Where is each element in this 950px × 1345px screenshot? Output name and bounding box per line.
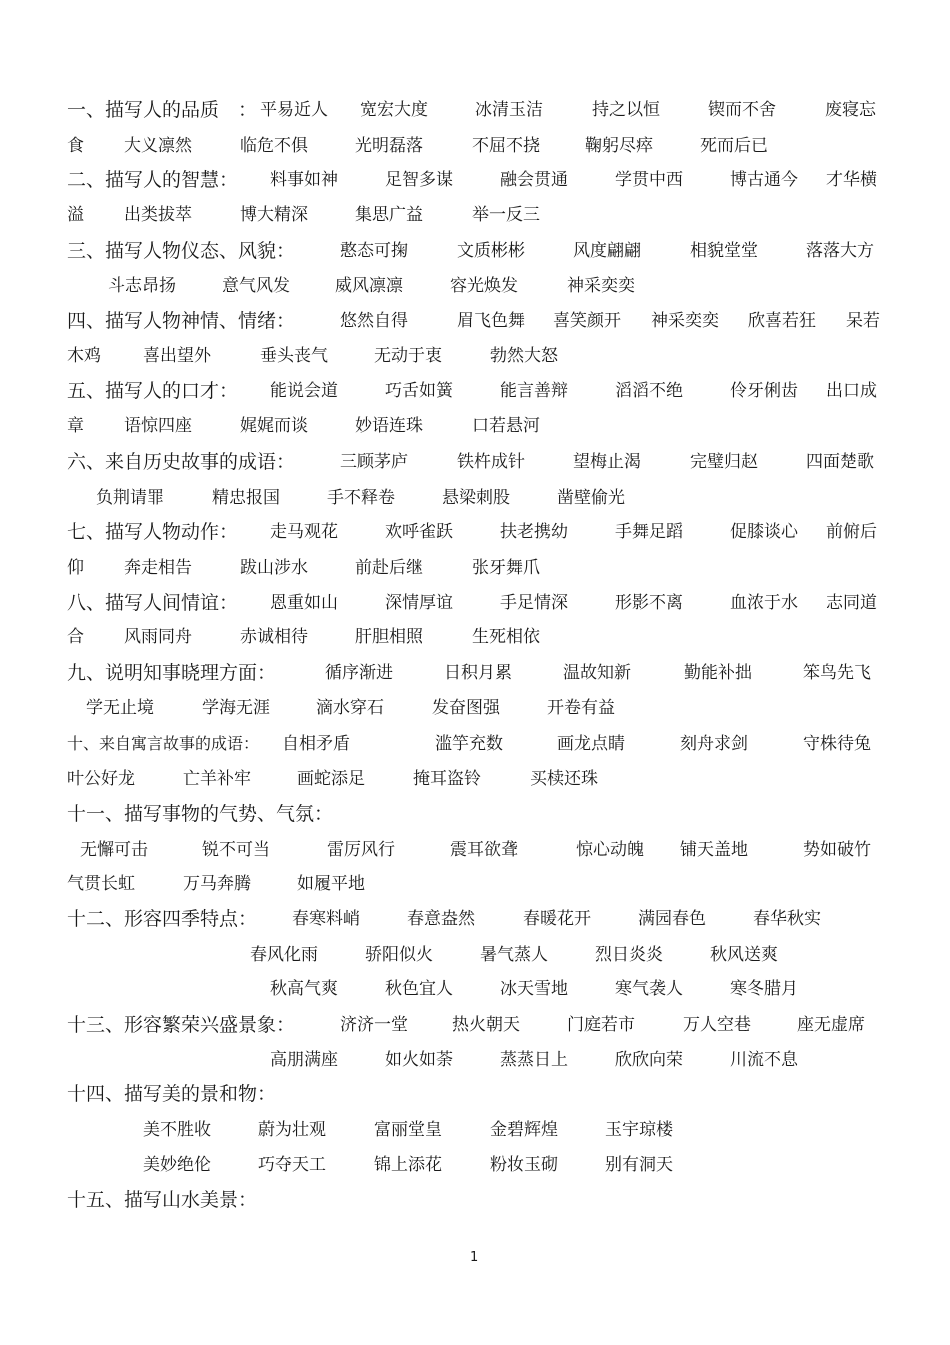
- idiom-term: 勃然大怒: [490, 346, 558, 366]
- idiom-term: 鞠躬尽瘁: [585, 136, 653, 156]
- idiom-term: 欢呼雀跃: [385, 522, 453, 542]
- idiom-term: 冰天雪地: [500, 979, 568, 999]
- idiom-term: 恩重如山: [270, 593, 338, 613]
- idiom-term: 持之以恒: [592, 100, 660, 120]
- idiom-term: 能说会道: [270, 381, 338, 401]
- idiom-term: 跋山涉水: [240, 558, 308, 578]
- idiom-term: 能言善辩: [500, 381, 568, 401]
- idiom-term: 融会贯通: [500, 170, 568, 190]
- idiom-term: 春意盎然: [407, 909, 475, 929]
- idiom-term: 风度翩翩: [573, 241, 641, 261]
- idiom-term: 文质彬彬: [457, 241, 525, 261]
- idiom-term: 学海无涯: [202, 698, 270, 718]
- idiom-term: 赤诚相待: [240, 627, 308, 647]
- idiom-term: 雷厉风行: [327, 840, 395, 860]
- section-heading: 九、说明知事晓理方面：: [67, 662, 277, 684]
- idiom-term: 发奋图强: [432, 698, 500, 718]
- idiom-term: 金碧辉煌: [490, 1120, 558, 1140]
- section-heading: 三、描写人物仪态、风貌：: [67, 240, 296, 262]
- idiom-term: 负荆请罪: [96, 488, 164, 508]
- idiom-term: 悬梁刺股: [442, 488, 510, 508]
- idiom-term: 喜笑颜开: [553, 311, 621, 331]
- idiom-term: 震耳欲聋: [450, 840, 518, 860]
- section-heading: 七、描写人物动作：: [67, 521, 239, 543]
- idiom-term: 温故知新: [563, 663, 631, 683]
- idiom-term: 玉宇琼楼: [605, 1120, 673, 1140]
- idiom-term: 川流不息: [730, 1050, 798, 1070]
- idiom-term: 语惊四座: [124, 416, 192, 436]
- idiom-term: 容光焕发: [450, 276, 518, 296]
- idiom-term: 锲而不舍: [708, 100, 776, 120]
- idiom-term: 欣欣向荣: [615, 1050, 683, 1070]
- idiom-term: 自相矛盾: [282, 734, 350, 754]
- idiom-term: 才华横: [826, 170, 877, 190]
- idiom-term: 口若悬河: [472, 416, 540, 436]
- idiom-term: 风雨同舟: [124, 627, 192, 647]
- idiom-term: 春寒料峭: [292, 909, 360, 929]
- idiom-term: 垂头丧气: [260, 346, 328, 366]
- section-heading: 十五、描写山水美景：: [67, 1189, 258, 1211]
- idiom-term: 惊心动魄: [576, 840, 644, 860]
- idiom-term: 不屈不挠: [472, 136, 540, 156]
- section-heading-colon: ：: [238, 99, 258, 121]
- idiom-term: 落落大方: [806, 241, 874, 261]
- idiom-term: 春暖花开: [523, 909, 591, 929]
- idiom-term: 秋高气爽: [270, 979, 338, 999]
- idiom-term: 秋色宜人: [385, 979, 453, 999]
- section-heading: 十二、形容四季特点：: [67, 908, 258, 930]
- idiom-term: 叶公好龙: [67, 769, 135, 789]
- idiom-term: 呆若: [846, 311, 880, 331]
- idiom-term: 废寝忘: [825, 100, 876, 120]
- section-heading: 二、描写人的智慧：: [67, 169, 239, 191]
- idiom-term: 大义凛然: [124, 136, 192, 156]
- section-heading: 十四、描写美的景和物：: [67, 1083, 277, 1105]
- idiom-term: 刻舟求剑: [680, 734, 748, 754]
- section-heading: 六、来自历史故事的成语：: [67, 451, 296, 473]
- idiom-term: 完璧归赵: [690, 452, 758, 472]
- idiom-term: 举一反三: [472, 205, 540, 225]
- idiom-term: 亡羊补牢: [183, 769, 251, 789]
- idiom-term: 座无虚席: [797, 1015, 865, 1035]
- section-heading: 十三、形容繁荣兴盛景象：: [67, 1014, 296, 1036]
- idiom-term: 博古通今: [730, 170, 798, 190]
- idiom-term: 临危不俱: [240, 136, 308, 156]
- idiom-term: 春华秋实: [753, 909, 821, 929]
- idiom-term: 望梅止渴: [573, 452, 641, 472]
- idiom-term: 威风凛凛: [335, 276, 403, 296]
- idiom-term: 热火朝天: [452, 1015, 520, 1035]
- idiom-term: 章: [67, 416, 84, 436]
- idiom-term: 满园春色: [638, 909, 706, 929]
- idiom-term: 开卷有益: [547, 698, 615, 718]
- idiom-term: 眉飞色舞: [457, 311, 525, 331]
- idiom-term: 集思广益: [355, 205, 423, 225]
- idiom-term: 锦上添花: [374, 1155, 442, 1175]
- idiom-term: 木鸡: [67, 346, 101, 366]
- idiom-term: 滥竽充数: [435, 734, 503, 754]
- idiom-term: 仰: [67, 558, 84, 578]
- idiom-term: 形影不离: [615, 593, 683, 613]
- idiom-term: 济济一堂: [340, 1015, 408, 1035]
- idiom-term: 骄阳似火: [365, 945, 433, 965]
- idiom-term: 神采奕奕: [651, 311, 719, 331]
- idiom-term: 出类拔萃: [124, 205, 192, 225]
- idiom-term: 前俯后: [826, 522, 877, 542]
- idiom-term: 四面楚歌: [806, 452, 874, 472]
- idiom-term: 守株待兔: [803, 734, 871, 754]
- idiom-term: 促膝谈心: [730, 522, 798, 542]
- idiom-term: 冰清玉洁: [475, 100, 543, 120]
- idiom-term: 喜出望外: [143, 346, 211, 366]
- idiom-term: 蒸蒸日上: [500, 1050, 568, 1070]
- section-heading: 八、描写人间情谊：: [67, 592, 239, 614]
- idiom-term: 日积月累: [444, 663, 512, 683]
- section-heading: 五、描写人的口才：: [67, 380, 239, 402]
- idiom-term: 美不胜收: [143, 1120, 211, 1140]
- idiom-term: 意气风发: [222, 276, 290, 296]
- idiom-term: 秋风送爽: [710, 945, 778, 965]
- idiom-term: 锐不可当: [202, 840, 270, 860]
- idiom-term: 奔走相告: [124, 558, 192, 578]
- idiom-term: 溢: [67, 205, 84, 225]
- idiom-term: 巧舌如簧: [385, 381, 453, 401]
- idiom-term: 势如破竹: [803, 840, 871, 860]
- section-heading: 四、描写人物神情、情绪：: [67, 310, 296, 332]
- idiom-term: 画蛇添足: [297, 769, 365, 789]
- idiom-term: 学贯中西: [615, 170, 683, 190]
- idiom-term: 神采奕奕: [567, 276, 635, 296]
- idiom-term: 深情厚谊: [385, 593, 453, 613]
- idiom-term: 光明磊落: [355, 136, 423, 156]
- idiom-term: 滴水穿石: [316, 698, 384, 718]
- idiom-term: 料事如神: [270, 170, 338, 190]
- idiom-term: 手不释卷: [327, 488, 395, 508]
- idiom-term: 别有洞天: [605, 1155, 673, 1175]
- idiom-term: 万人空巷: [683, 1015, 751, 1035]
- idiom-term: 宽宏大度: [360, 100, 428, 120]
- idiom-term: 学无止境: [86, 698, 154, 718]
- idiom-term: 烈日炎炎: [595, 945, 663, 965]
- idiom-term: 掩耳盗铃: [413, 769, 481, 789]
- idiom-term: 美妙绝伦: [143, 1155, 211, 1175]
- idiom-term: 平易近人: [260, 100, 328, 120]
- idiom-term: 伶牙俐齿: [730, 381, 798, 401]
- idiom-term: 粉妆玉砌: [490, 1155, 558, 1175]
- idiom-term: 死而后已: [700, 136, 768, 156]
- idiom-term: 足智多谋: [385, 170, 453, 190]
- idiom-term: 蔚为壮观: [258, 1120, 326, 1140]
- section-heading: 一、描写人的品质: [67, 99, 220, 121]
- idiom-term: 气贯长虹: [67, 874, 135, 894]
- idiom-term: 妙语连珠: [355, 416, 423, 436]
- idiom-term: 巧夺天工: [258, 1155, 326, 1175]
- idiom-term: 寒气袭人: [615, 979, 683, 999]
- idiom-term: 铺天盖地: [680, 840, 748, 860]
- idiom-term: 如火如荼: [385, 1050, 453, 1070]
- idiom-term: 铁杵成针: [457, 452, 525, 472]
- page-number: 1: [470, 1250, 479, 1265]
- idiom-term: 如履平地: [297, 874, 365, 894]
- idiom-term: 相貌堂堂: [690, 241, 758, 261]
- idiom-term: 娓娓而谈: [240, 416, 308, 436]
- idiom-term: 无动于衷: [374, 346, 442, 366]
- idiom-term: 买椟还珠: [530, 769, 598, 789]
- idiom-term: 无懈可击: [80, 840, 148, 860]
- idiom-term: 寒冬腊月: [730, 979, 798, 999]
- idiom-term: 肝胆相照: [355, 627, 423, 647]
- idiom-term: 高朋满座: [270, 1050, 338, 1070]
- section-heading: 十、来自寓言故事的成语：: [67, 734, 260, 753]
- idiom-term: 万马奔腾: [183, 874, 251, 894]
- idiom-term: 悠然自得: [340, 311, 408, 331]
- idiom-term: 生死相依: [472, 627, 540, 647]
- idiom-term: 凿壁偷光: [557, 488, 625, 508]
- idiom-term: 博大精深: [240, 205, 308, 225]
- idiom-term: 扶老携幼: [500, 522, 568, 542]
- idiom-term: 合: [67, 627, 84, 647]
- idiom-term: 富丽堂皇: [374, 1120, 442, 1140]
- idiom-term: 循序渐进: [325, 663, 393, 683]
- idiom-term: 手足情深: [500, 593, 568, 613]
- idiom-term: 暑气蒸人: [480, 945, 548, 965]
- idiom-term: 憨态可掬: [340, 241, 408, 261]
- idiom-term: 食: [67, 136, 84, 156]
- idiom-term: 斗志昂扬: [108, 276, 176, 296]
- idiom-term: 勤能补拙: [684, 663, 752, 683]
- idiom-term: 春风化雨: [250, 945, 318, 965]
- idiom-term: 欣喜若狂: [748, 311, 816, 331]
- idiom-term: 张牙舞爪: [472, 558, 540, 578]
- idiom-term: 走马观花: [270, 522, 338, 542]
- idiom-term: 出口成: [826, 381, 877, 401]
- idiom-term: 精忠报国: [212, 488, 280, 508]
- idiom-term: 滔滔不绝: [615, 381, 683, 401]
- idiom-term: 前赴后继: [355, 558, 423, 578]
- idiom-term: 志同道: [826, 593, 877, 613]
- idiom-term: 血浓于水: [730, 593, 798, 613]
- idiom-term: 手舞足蹈: [615, 522, 683, 542]
- idiom-term: 三顾茅庐: [340, 452, 408, 472]
- section-heading: 十一、描写事物的气势、气氛：: [67, 803, 334, 825]
- idiom-term: 笨鸟先飞: [803, 663, 871, 683]
- idiom-term: 门庭若市: [567, 1015, 635, 1035]
- idiom-term: 画龙点睛: [557, 734, 625, 754]
